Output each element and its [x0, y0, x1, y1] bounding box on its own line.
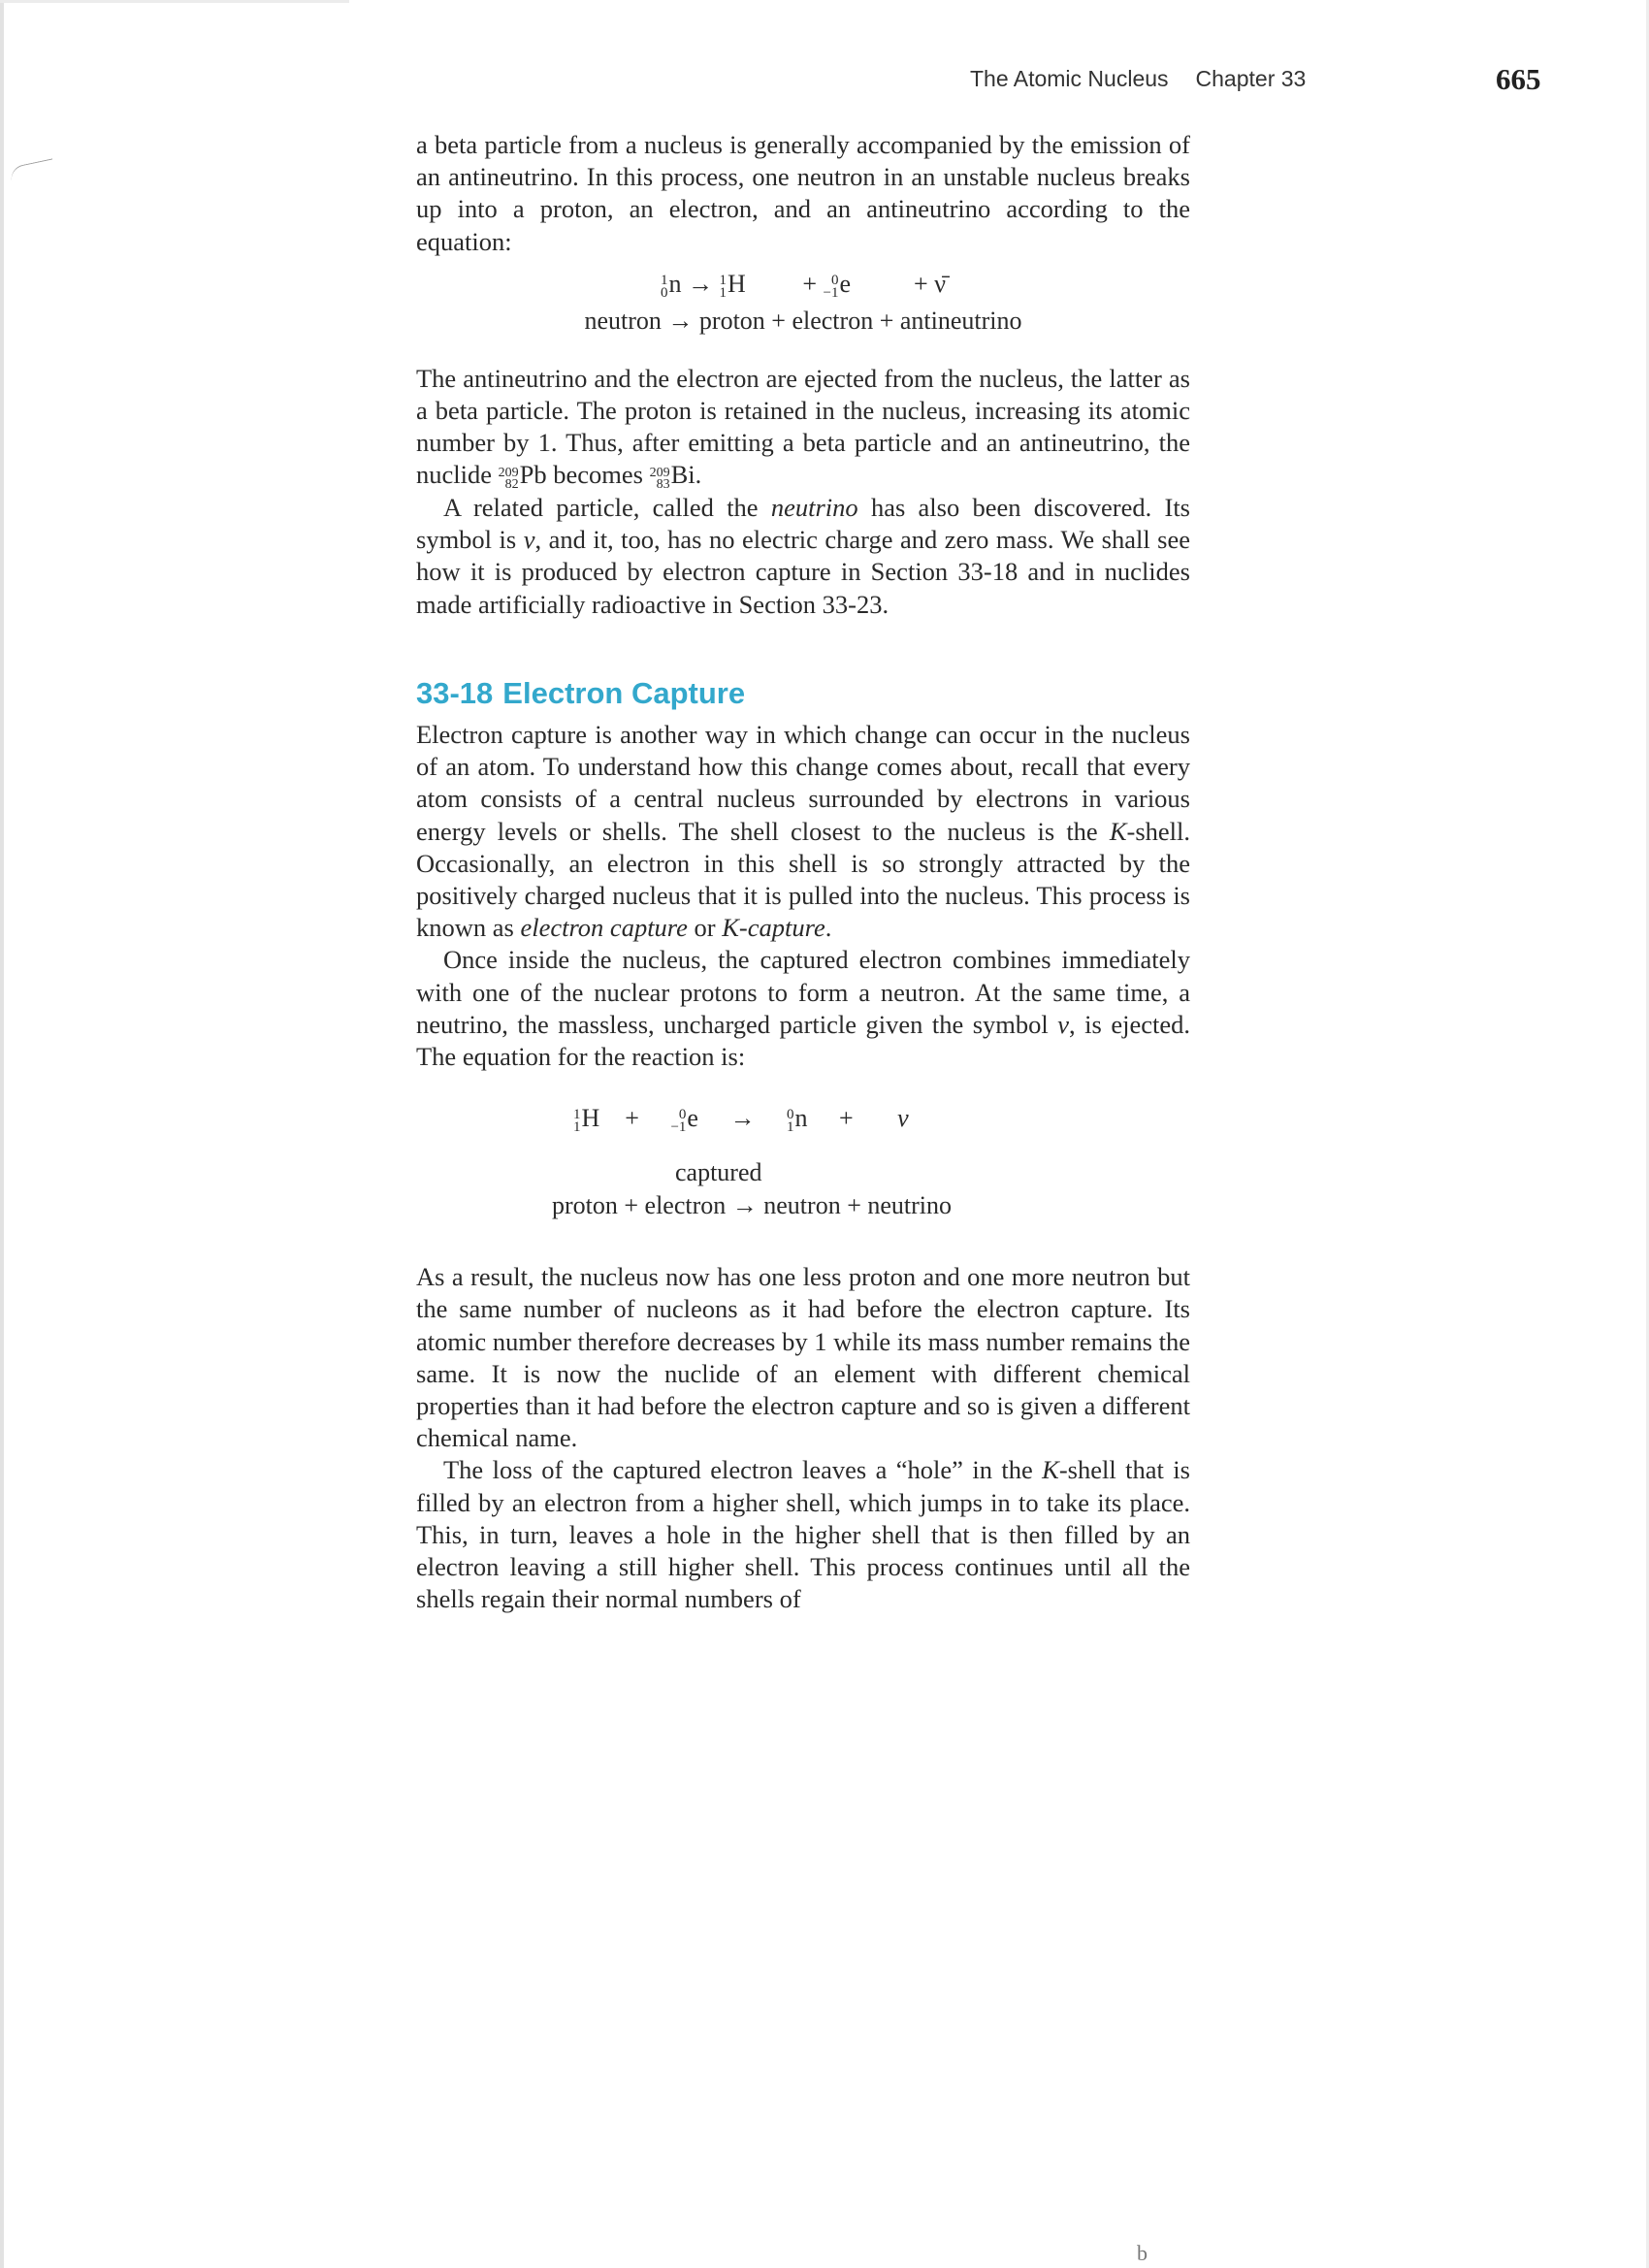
equation-beta-decay [416, 268, 1190, 301]
text-column [416, 129, 1190, 1615]
plus: + [625, 1104, 639, 1133]
plus: + [914, 269, 928, 298]
equation-electron-capture [416, 1102, 1190, 1135]
nuclide-proton: 1 1 H [719, 269, 746, 302]
nuclide-neutron: 1 0 n [661, 269, 682, 302]
nuclide-electron: 0 −1 e [823, 269, 852, 302]
section-title: Electron Capture [502, 675, 746, 710]
scan-mark [9, 158, 55, 181]
plus: + [802, 269, 817, 298]
section-heading [416, 677, 1190, 709]
chapter-label: Chapter 33 [1195, 66, 1307, 91]
paragraph: Electron capture is another way in which change can occur in the nucleus of an atom. To understand how this change comes about, recall that every atom consists of a central nucleus surrounded by electrons in various energy levels or shells. The shell closest to the nucleus is the K-shell. Occasionally, an electron in this shell is so strongly attracted by the positively charged nucleus that it is pulled into the nucleus. This process is known as electron capture or K-capture. [416, 719, 1190, 943]
nuclide-neutron: 0 1 n [786, 1104, 808, 1136]
neutrino-symbol: ν [897, 1104, 909, 1133]
arrow: → [729, 1104, 756, 1133]
paragraph: Once inside the nucleus, the captured electron combines immediately with one of the nuclear protons to form a neutron. At the same time, a neutrino, the massless, uncharged particle given the symbol ν, is ejected. The equation for the reaction is: [416, 945, 1190, 1071]
running-title: The Atomic Nucleus [970, 66, 1169, 91]
scan-edge-top [0, 0, 349, 3]
nuclide-pb: 209 82 Pb [498, 460, 547, 493]
nuclide-bi: 209 83 Bi [649, 460, 695, 493]
paragraph: As a result, the nucleus now has one less proton and one more neutron but the same number of nucleons as it had before the electron capture. Its atomic number therefore decreases by 1 while its mass number remains the same. It is now the nuclide of an element with different chemical properties than it had before the electron capture and so is given a different chemical name. [416, 1262, 1190, 1453]
paragraph: The antineutrino and the electron are ejected from the nucleus, the latter as a beta particle. The proton is retained in the nucleus, increasing its atomic number by 1. Thus, after emitting a beta particle and an antineutrino, the nuclide 209 82 Pb becomes 209 83 Bi. [416, 363, 1190, 493]
paragraph: A related particle, called the neutrino has also been discovered. Its symbol is ν, and it, too, has no electric charge and zero mass. We shall see how it is produced by electron capture in Section 33-18 and in nuclides made artificially radioactive in Section 33-23. [416, 492, 1191, 619]
equation-electron-capture-words: proton + electron → neutron + neutrino [552, 1191, 953, 1220]
plus: + [838, 1104, 854, 1133]
paragraph: The loss of the captured electron leaves a “hole” in the K-shell that is filled by an electron from a higher shell, which jumps in to take its place. This, in turn, leaves a hole in the higher shell that is then filled by an electron leaving a still higher shell. This process continues until all the shells regain their normal numbers of [416, 1455, 1190, 1614]
equation-beta-decay-words: neutron → proton + electron + antineutrino [584, 306, 1022, 335]
running-head [970, 66, 1306, 92]
nuclide-proton: 1 1 H [573, 1104, 600, 1136]
antineutrino-symbol: ν̄ [934, 269, 946, 298]
paragraph: a beta particle from a nucleus is generally accompanied by the emission of an antineutrino. In this process, one neutron in an unstable nucleus breaks up into a proton, an electron, and an antineutrino according to the equation: [416, 130, 1190, 256]
scan-edge-left [0, 0, 4, 2268]
footer-mark: b [1137, 2241, 1148, 2265]
section-number: 33-18 [416, 675, 494, 710]
nuclide-electron: 0 −1 e [670, 1104, 698, 1136]
arrow: → [688, 269, 714, 298]
page-number: 665 [1496, 62, 1541, 96]
captured-label: captured [675, 1158, 762, 1187]
